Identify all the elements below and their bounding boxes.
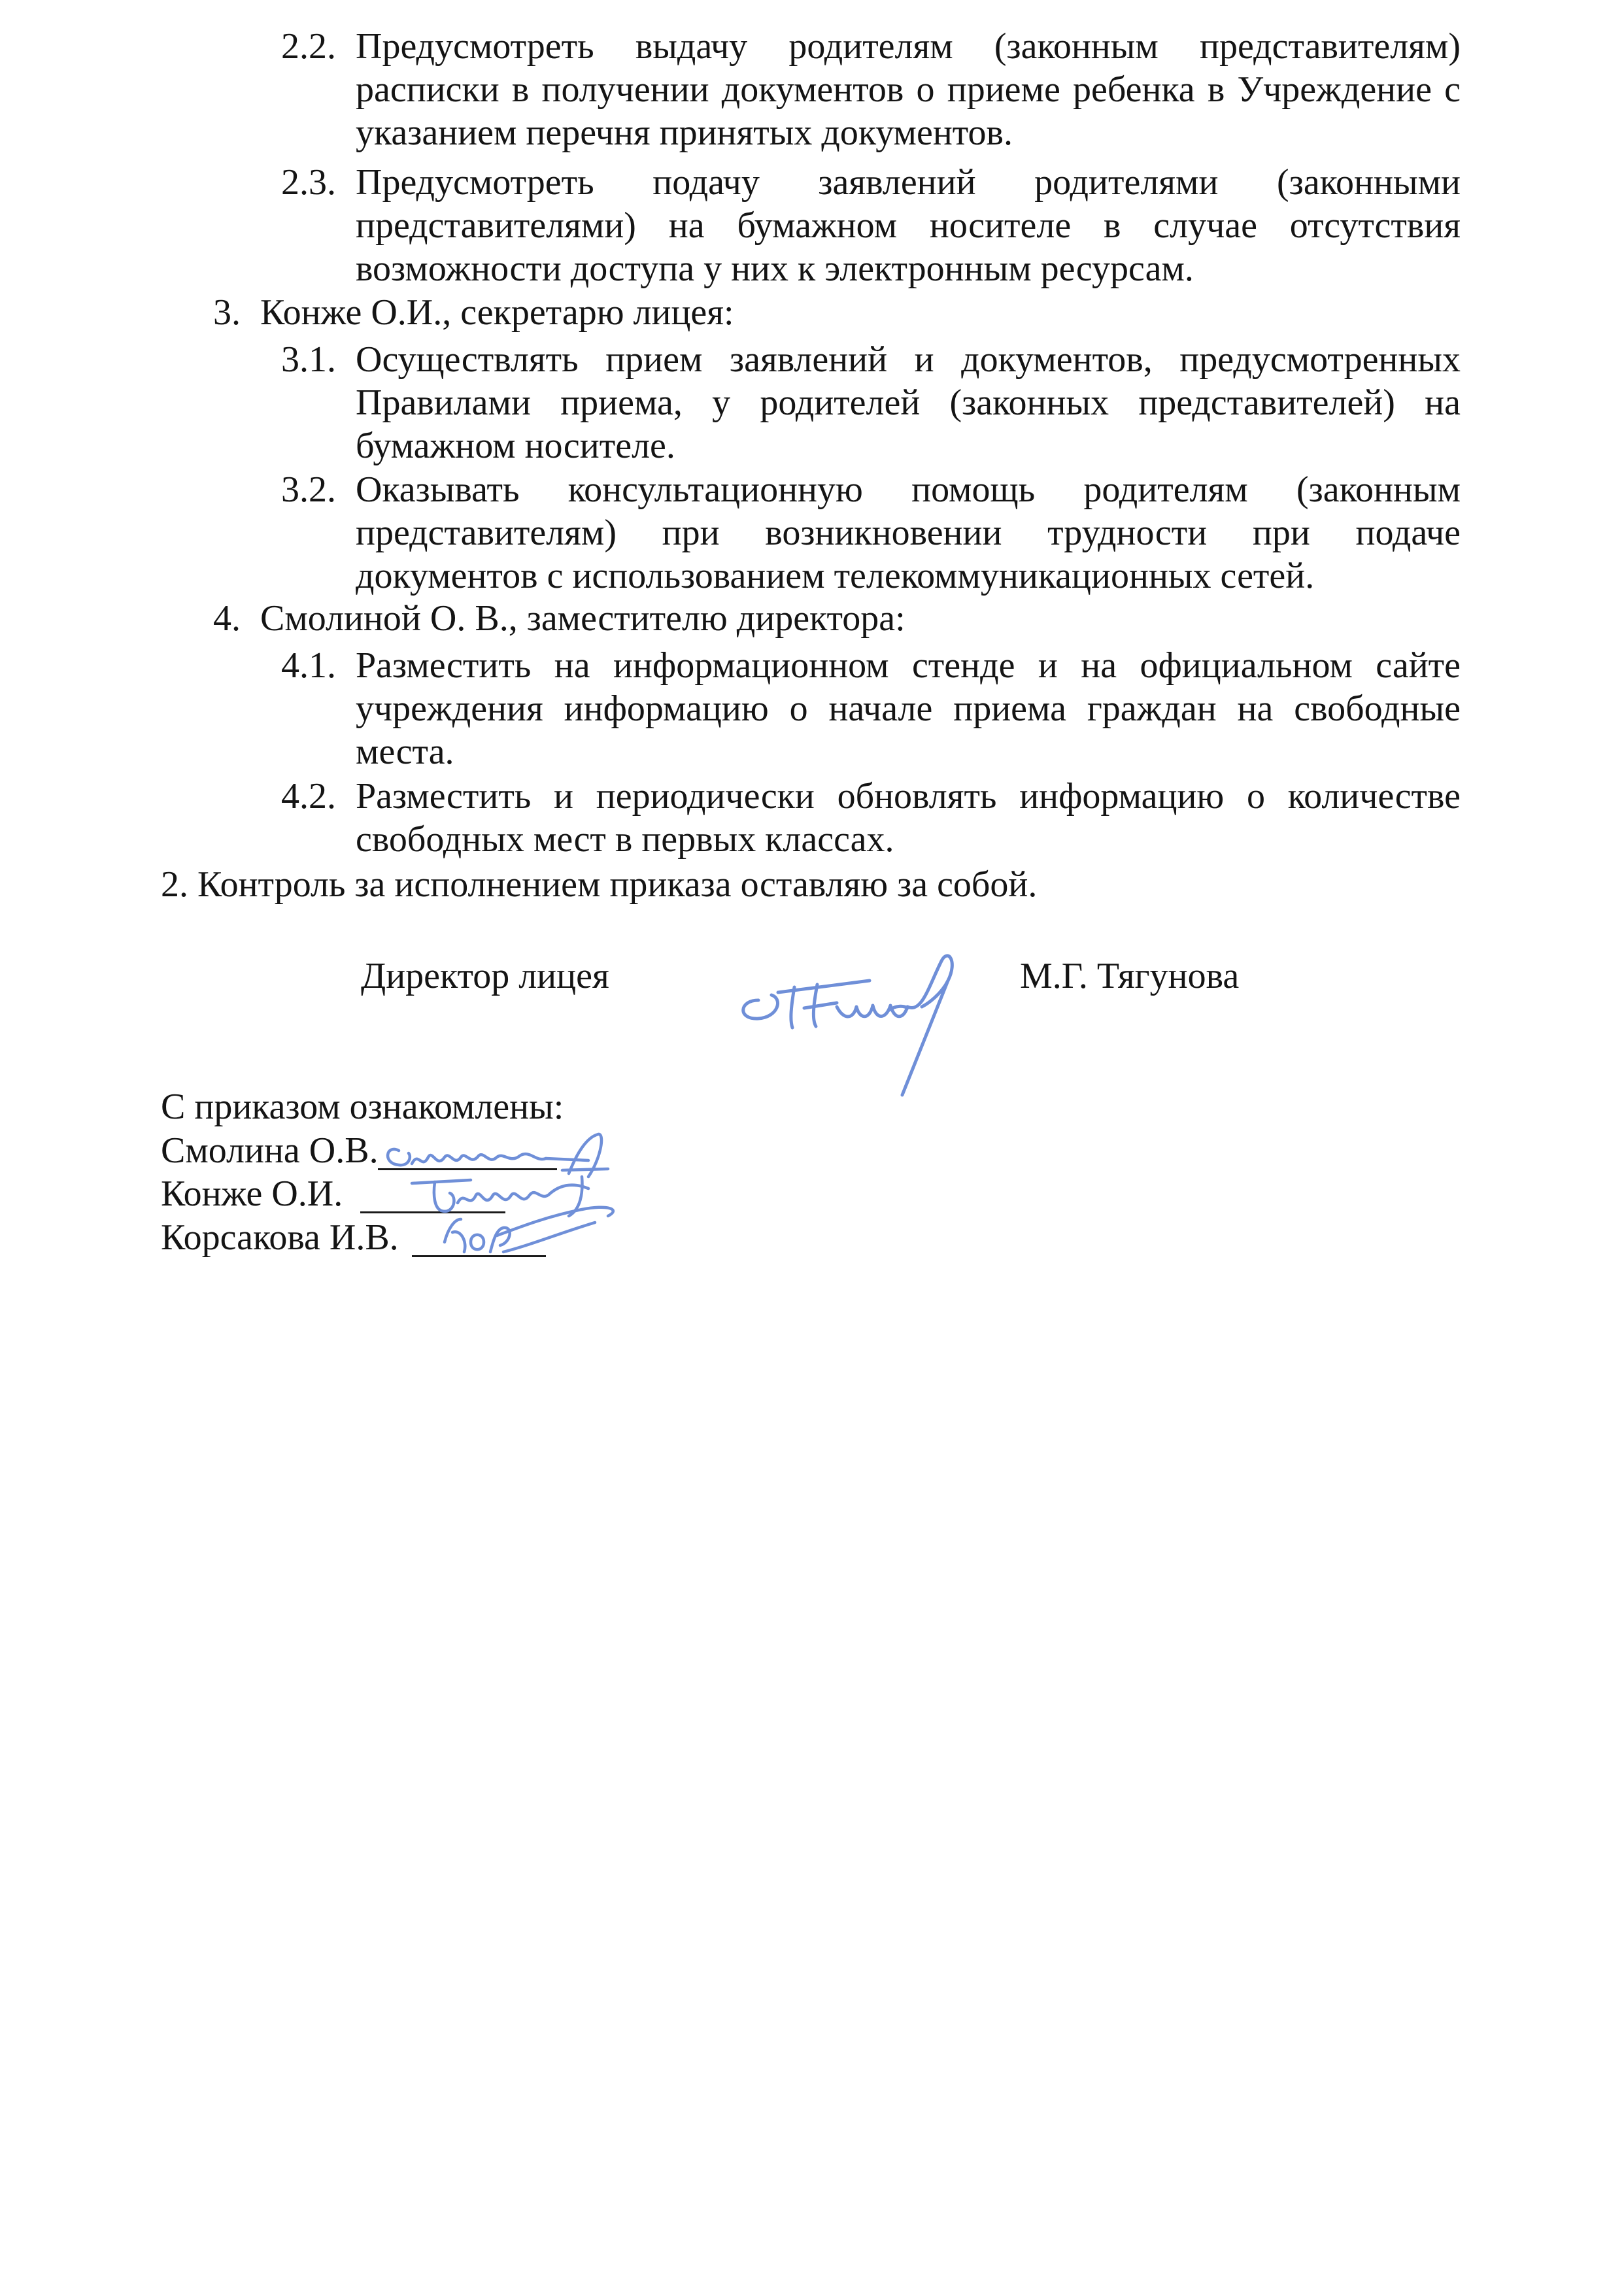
clause-number: 4.1.: [281, 645, 336, 686]
clause-number: 3.2.: [281, 469, 336, 510]
ack-person-konzhe: Конже О.И.: [161, 1173, 343, 1214]
clause-text: Осуществлять прием заявлений и документов, предусмотренных Правилами приема, у родителей (законных представителей) на бумажном носителе.: [356, 339, 1461, 466]
clause-text: Смолиной О. В., заместителю директора:: [260, 598, 905, 639]
clause-number: 4.: [213, 598, 241, 639]
clause-number: 2.3.: [281, 162, 336, 203]
director-title: Директор лицея: [361, 956, 609, 996]
clause-number: 3.1.: [281, 339, 336, 380]
ack-person-korsakova: Корсакова И.В.: [161, 1217, 399, 1258]
director-name: М.Г. Тягунова: [1020, 956, 1240, 996]
clause-text: Предусмотреть выдачу родителям (законным представителям) расписки в получении документов о приеме ребенка в Учреждение с указанием перечня принятых документов.: [356, 26, 1461, 153]
clause-number: 2.2.: [281, 26, 336, 67]
clause-text: Разместить на информационном стенде и на официальном сайте учреждения информацию о начале приема граждан на свободные места.: [356, 645, 1461, 772]
clause-text: Конже О.И., секретарю лицея:: [260, 292, 734, 333]
signature-line: [378, 1168, 557, 1170]
clause-text: Разместить и периодически обновлять информацию о количестве свободных мест в первых классах.: [356, 776, 1461, 860]
director-signature: [732, 922, 1020, 1111]
signature-line: [412, 1255, 546, 1257]
staff-signatures: [373, 1111, 647, 1275]
clause-text: Предусмотреть подачу заявлений родителями (законными представителями) на бумажном носителе в случае отсутствия возможности доступа у них к электронным ресурсам.: [356, 162, 1461, 289]
signature-line: [360, 1211, 505, 1213]
acknowledged-heading: С приказом ознакомлены:: [161, 1087, 564, 1127]
control-clause: 2. Контроль за исполнением приказа оставляю за собой.: [161, 864, 1038, 905]
clause-number: 3.: [213, 292, 241, 333]
clause-number: 4.2.: [281, 776, 336, 817]
ack-person-smolina: Смолина О.В.: [161, 1130, 379, 1171]
clause-text: Оказывать консультационную помощь родителям (законным представителям) при возникновении трудности при подаче документов с использованием телекоммуникационных сетей.: [356, 469, 1461, 596]
